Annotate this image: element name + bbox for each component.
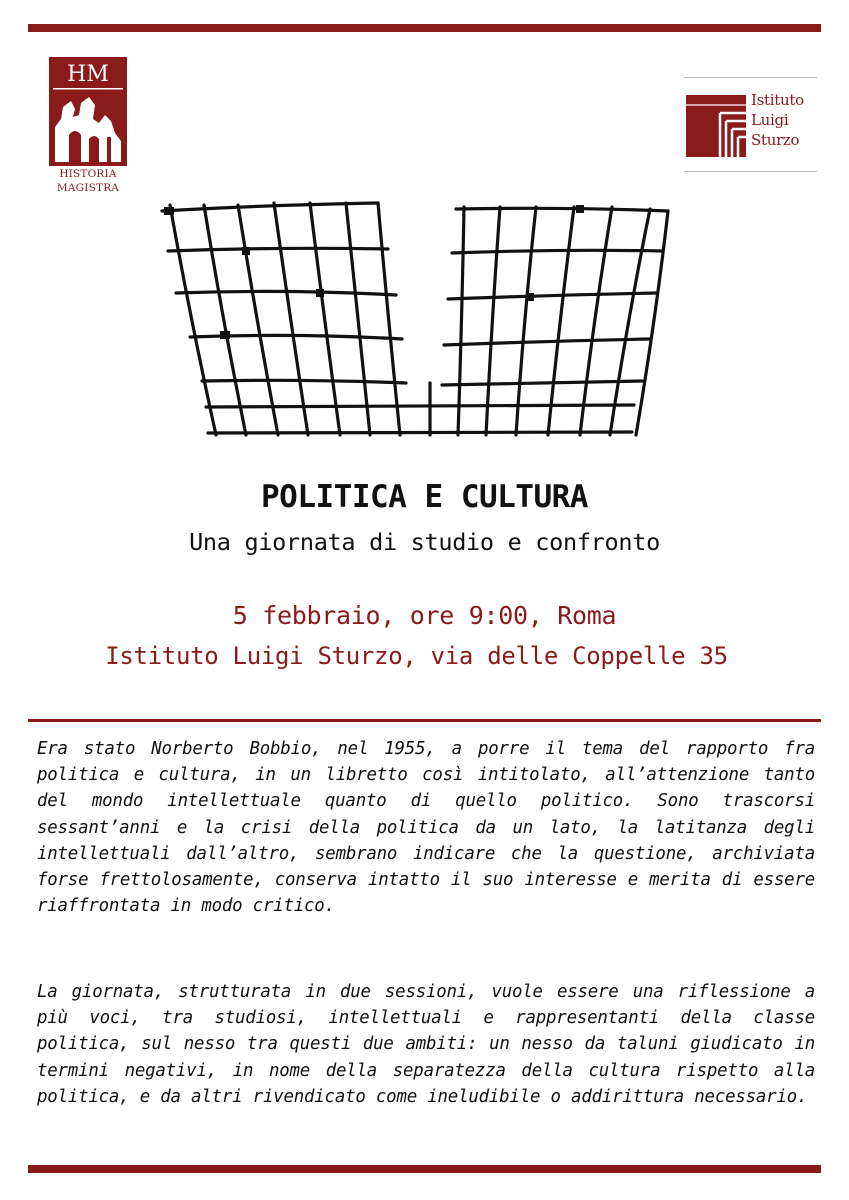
istituto-sturzo-logo <box>684 77 817 172</box>
event-date-line: 5 febbraio, ore 9:00, Roma <box>232 601 617 630</box>
event-venue-line: Istituto Luigi Sturzo, via delle Coppelle 35 <box>105 642 728 670</box>
sturzo-text-line2: Luigi <box>751 111 789 129</box>
hm-monogram: HM <box>67 62 109 87</box>
sturzo-emblem <box>686 95 746 157</box>
hm-caption-line1: HISTORIA <box>59 168 117 180</box>
top-rule <box>28 24 821 32</box>
hm-caption-line2: MAGISTRA <box>56 182 120 194</box>
event-title: POLITICA E CULTURA <box>261 479 588 515</box>
sturzo-bottom-line <box>684 171 817 172</box>
hm-emblem <box>49 57 127 166</box>
body-paragraph-2: La giornata, strutturata in due sessioni, vuole essere una riflessione a più voci, tra studiosi, intellettuali e rappresentanti della classe politica, sul nesso tra questi due ambiti: un nesso da taluni giudicato in termini negativi, in nome della separatezza della cultura rispetto alla politica, e da altri rivendicato come ineludibile o addirittura necessario. <box>37 982 815 1107</box>
bottom-rule <box>28 1165 821 1173</box>
historia-magistra-logo <box>49 57 127 194</box>
event-subtitle: Una giornata di studio e confronto <box>189 528 660 556</box>
sturzo-top-line <box>684 77 817 78</box>
body-paragraph-1: Era stato Norberto Bobbio, nel 1955, a porre il tema del rapporto fra politica e cultura, in un libretto così intitolato, all’attenzione tanto del mondo intellettuale quanto di quello politico. Sono trascorsi sessant’anni e la crisi della politica da un lato, la latitanza degli intellettuali dall’altro, sembrano indicare che la questione, archiviata forse frettolosamente, conserva intatto il suo interesse e merita di essere riaffrontata in modo critico. <box>37 739 815 917</box>
sturzo-text-line3: Sturzo <box>751 131 800 149</box>
middle-rule <box>28 719 821 722</box>
sturzo-text-line1: Istituto <box>751 91 804 109</box>
bent-grid-illustration <box>156 197 686 442</box>
